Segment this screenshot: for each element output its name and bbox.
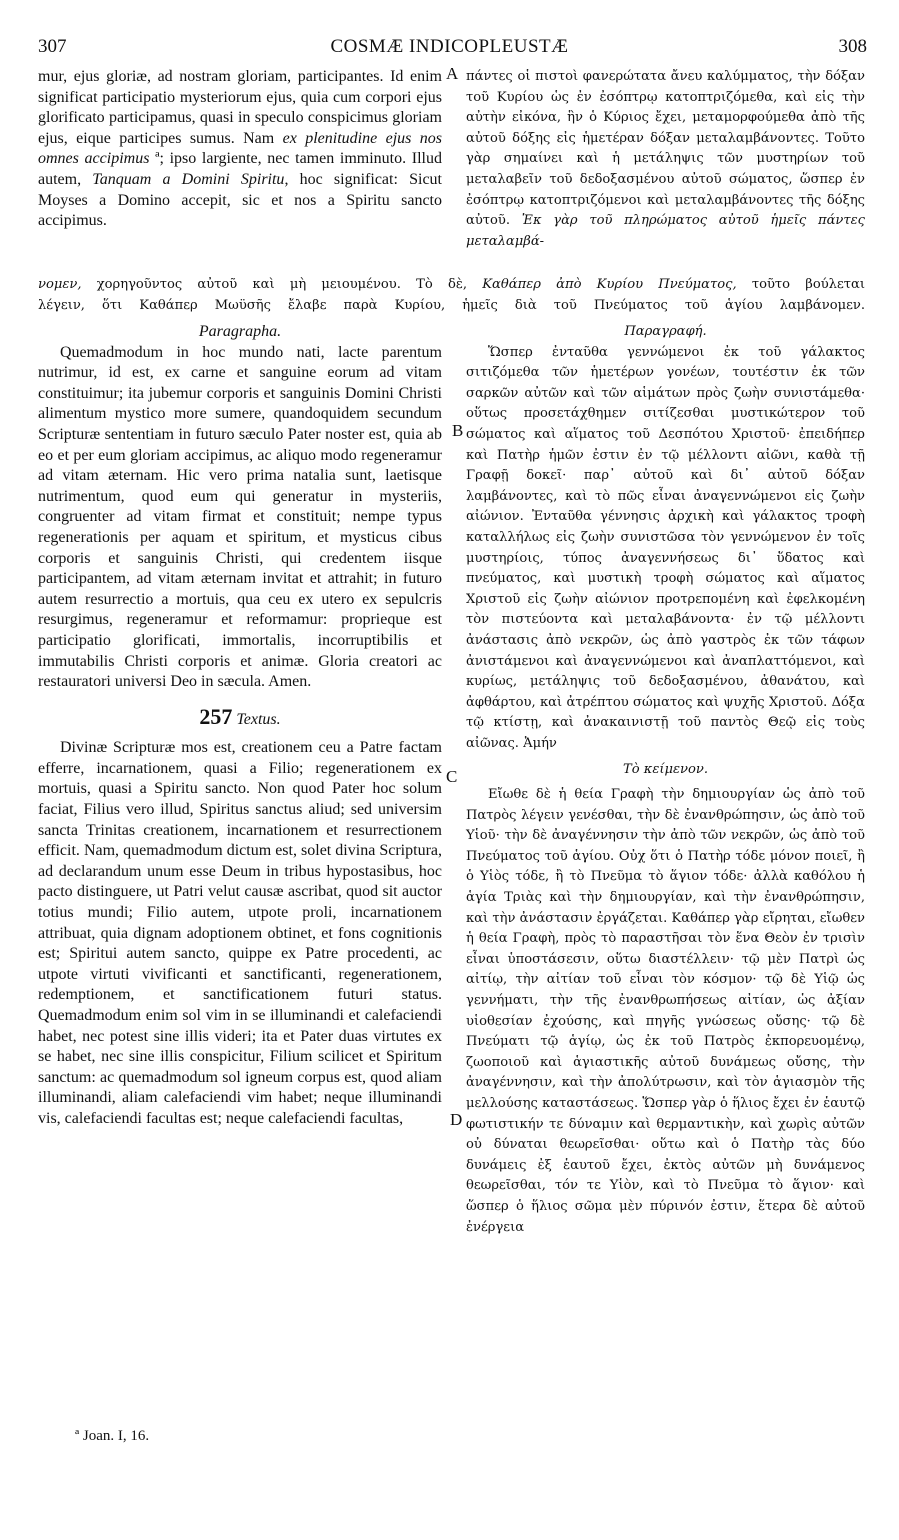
margin-letter-c: C — [446, 767, 458, 786]
text-run: ª; ipso largiente, nec tamen imminuto. Illud autem, — [38, 150, 442, 188]
text-run: χορηγοῦντος αὐτοῦ καὶ μὴ μειουμένου. Τὸ δὲ, — [81, 277, 483, 292]
quotation: Ἐκ γὰρ τοῦ πληρώματος αὐτοῦ ἡμεῖς πάντες μεταλαμβά- — [466, 213, 865, 249]
quotation: Tanquam a Domini Spiritu — [92, 170, 285, 188]
latin-column-main — [38, 322, 442, 1130]
greek-column-top — [466, 67, 865, 252]
latin-paragraph: Quemadmodum in hoc mundo nati, lacte parentum nutrimur, id est, ex carne et sanguine eorum ad vitam constituimur; ita jubemur corporis et sanguinis Domini Christi alimentum mystico more sumere, quandoquidem secundum Scripturæ sententiam in futuro sæculo Pater noster est, quia ab eo et per eum gloriam accipimus, ac aliquo modo regeneramur ad vitam æternam. Hic vero prima natalia sunt, laetisque nutrimentum, quod eum qui generatur in mysteriis, congruenter ad vitam firmat et constituit; nempe typus regenerationis per aquam et spiritum, et mysticus cibus corporis et sanguinis Christi, qui credentem iisque participantem, ad vitam æternam invitat et attrahit; in futuro autem resurrectio a mortuis, qua ceu ex utero ex sepulcris resurgimus, regeneramur et reformamur: proprieque est participatio glorificati, immortalis, incorruptibilis et immutabilis Christi corporis et animæ. Gloria creatori ac restauratori universi Deo in sæcula. Amen. — [38, 343, 442, 691]
greek-paragraph: Εἴωθε δὲ ἡ θεία Γραφὴ τὴν δημιουργίαν ὡς ἀπὸ τοῦ Πατρὸς λέγειν γενέσθαι, τὴν δὲ ἐνανθρώπησιν, ὡς ἀπὸ τοῦ Υἱοῦ· τὴν δὲ ἀναγέννησιν τὴν ἀπὸ τῶν νεκρῶν, ὡς ἀπὸ τοῦ Πνεύματος τοῦ ἁγίου. Οὐχ ὅτι ὁ Πατὴρ τόδε μόνον ποιεῖ, ἢ ὁ Υἱὸς τόδε, ἢ τὸ Πνεῦμα τὸ ἅγιον τόδε· ἀλλὰ καθόλου ἡ ἁγία Τριὰς καὶ τὴν δημιουργίαν, καὶ τὴν ἐνανθρώπησιν, καὶ τὴν ἀνάστασιν ἐργάζεται. Καθάπερ γὰρ εἴρηται, εἴωθεν ἡ θεία Γραφὴ, πρὸς τὸ παραστῆσαι τὸν ἕνα Θεὸν ἐν τρισὶν εἶναι ὑποστάσεσιν, οὕτω διαστέλλειν· τῷ μὲν Πατρὶ ὡς αἰτίῳ, τὴν αἰτίαν τοῦ εἶναι τὸν κόσμον· τῷ δὲ Υἱῷ ὡς γεννήματι, τὴν τῆς ἐνανθρωπήσεως αἰτίαν, ὡς ἀξίαν υἱοθεσίαν ἐχούσης, καὶ πηγῆς γνώσεως οὔσης· τῷ δὲ Πνεύματι τῷ ἁγίῳ, ὡς ἐκ τοῦ Πατρὸς ἐκπορευομένῳ, ζωοποιοῦ καὶ ἁγιαστικῆς αὐτοῦ δυνάμεως οὔσης, τὴν ἀναγέννησιν, καὶ τὴν ἀπολύτρωσιν, καὶ τὸν ἁγιασμὸν τῆς μελλούσης καταστάσεως. Ὥσπερ γὰρ ὁ ἥλιος ἔχει ἐν ἑαυτῷ φωτιστικήν τε δύναμιν καὶ θερμαντικὴν, καὶ χωρὶς αὐτῶν οὐ δύναται θεωρεῖσθαι· οὕτω καὶ ὁ Πατὴρ τὰς δύο δυνάμεις ἐξ ἑαυτοῦ ἔχει, ἐκτὸς αὐτῶν μὴ δυνάμενος θεωρεῖσθαι, τόν τε Υἱὸν, καὶ τὸ Πνεῦμα τὸ ἅγιον· καὶ ὥσπερ ὁ ἥλιος σῶμα μὲν πύρινόν ἐστιν, ἕτερα δὲ αὐτοῦ ἐνέργεια — [466, 787, 865, 1235]
page-number-left: 307 — [38, 36, 67, 57]
text-run: mur, ejus gloriæ, ad nostram gloriam, participantes. Id enim significat participatio mysteriorum ejus, quia cum corpori ejus glorificato participamus, quasi in speculo conspicimus gloriam ejus, eique participes sumus. Nam — [38, 68, 442, 147]
margin-letter-a: A — [446, 64, 459, 83]
running-header — [30, 36, 869, 64]
section-heading: Paragrapha. — [198, 323, 282, 340]
margin-letter-b: B — [452, 421, 464, 440]
section-heading: Τὸ κείμενον. — [622, 762, 709, 778]
footnote: ª Joan. I, 16. — [75, 1428, 150, 1444]
greek-spanning-lines — [38, 275, 865, 316]
latin-column-top — [38, 67, 442, 232]
greek-paragraph: Ὥσπερ ἐνταῦθα γεννώμενοι ἐκ τοῦ γάλακτος σιτιζόμεθα τῶν ἡμετέρων γονέων, τουτέστιν ἐκ τῶν σαρκῶν αὐτῶν καὶ τῶν αἱμάτων πρὸς ζωὴν συνιστάμεθα· οὕτως προσετάχθημεν σιτίζεσθαι μυστικώτερον τοῦ σώματος καὶ αἵματος τοῦ Δεσπότου Χριστοῦ· ἐπειδήπερ καὶ Πατὴρ ἡμῶν ἐστιν ἐν τῷ μέλλοντι αἰῶνι, καθὰ τῇ Γραφῇ δοκεῖ· παρ᾽ αὐτοῦ καὶ δι᾽ αὐτοῦ δόξαν λαμβάνοντες, καὶ τὸ πῶς εἶναι ἀναγεννώμενοι εἰς ζωὴν αἰώνιον. Ἐνταῦθα γέννησις ἀρχικὴ καὶ γάλακτος τροφὴ καταλλήλως εἰς ζωὴν συνιστῶσα τὸν γεννώμενον ἐν τοῖς μυστηρίοις, τύπος ἀναγεννήσεως δι᾽ ὕδατος καὶ πνεύματος, καὶ μυστικὴ τροφὴ σώματος καὶ αἵματος Χριστοῦ εἰς ζωὴν αἰώνιον προτρεπομένη καὶ ἐφελκομένη τὸν πιστεύοντα καὶ μεταλαβάνοντα· ἐν τῷ μέλλοντι ἀνάστασις ἀπὸ νεκρῶν, ὡς ἀπὸ γαστρὸς ἐκ τῶν τάφων ἀνιστάμενοι καὶ ἀναγεννώμενοι καὶ ἀναπλαττόμενοι, καὶ κυρίως, μετάληψις τοῦ δεδοξασμένου, ἀθανάτου, καὶ ἀφθάρτου, καὶ ἀτρέπτου σώματος καὶ ψυχῆς Χριστοῦ. Δόξα τῷ κτίστῃ, καὶ ἀνακαινιστῇ τοῦ παντὸς Θεῷ εἰς τοὺς αἰῶνας. Ἀμήν — [466, 344, 865, 751]
quotation: νομεν, — [38, 277, 82, 292]
text-run: , hoc significat: Sicut Moyses a Domino accepit, sic et nos a Spiritu sancto accipimus. — [38, 170, 443, 230]
margin-letter-d: D — [450, 1110, 463, 1129]
text-run: πάντες οἱ πιστοὶ φανερώτατα ἄνευ καλύμματος, τὴν δόξαν τοῦ Κυρίου ὡς ἐν ἐσόπτρῳ κατοπτριζόμεθα, καὶ εἰς τὴν αὐτὴν εἰκόνα, ἣν ὁ Κύριος ἔχει, μεταμορφούμεθα ἀπὸ τῆς αὐτοῦ δόξης εἰς ἡμετέραν δόξαν μεταλαμβάνοντες. Τοῦτο γὰρ σημαίνει καὶ ἡ μετάληψις τῶν μυστηρίων τοῦ μεταλαβεῖν τοῦ δεδοξασμένου αὐτοῦ σώματος, ὥσπερ ἐν ἐσόπτρῳ κατοπτριζόμενοι καὶ μεταλαμβάνοντες τῆς δόξης αὐτοῦ. — [466, 69, 865, 229]
text-run: τοῦτο βούλεται — [736, 277, 865, 292]
latin-paragraph: Divinæ Scripturæ mos est, creationem ceu a Patre factam efferre, incarnationem, quasi a Filio; regenerationem ex mortuis, quasi a Spiritu sancto. Non quod Pater hoc solum faciat, Filius vero illud, Spiritus sanctus aliud; sed universim sancta Trinitas creationem, incarnationem et resurrectionem efficit. Nam, quemadmodum dictum est, solet divina Scriptura, ad declarandum unum esse Deum in tribus hypostasibus, hoc pacto distinguere, ut Patri velut causæ ascribat, quod sit auctor totius mundi; Filio autem, utpote proli, incarnationem attribuat, quia dignam adoptionem obtinet, et fons cognitionis est; Spiritui autem sancto, quippe ex Patre procedenti, ac utpote virtuti vivificanti et sanctificanti, regenerationem, redemptionem, et sanctificationem futuri status. Quemadmodum enim sol vim in se illuminandi et calefaciendi habet, nec potest sine illis videri; ita et Pater duas virtutes ex se habet, nec sine illis conspicitur, Filium scilicet et Spiritum sanctum: ac quemadmodum sol igneum corpus est, quod aliam illuminandi, aliam calefaciendi vim habet; neque illuminandi vis, calefaciendi facultas est; neque calefaciendi facultas, — [38, 739, 442, 1127]
greek-spanning-line-2: λέγειν, ὅτι Καθάπερ Μωϋσῆς ἔλαβε παρὰ Κυρίου, ἡμεῖς διὰ τοῦ Πνεύματος τοῦ ἁγίου λαμβάνομεν. — [38, 297, 865, 313]
section-heading: Παραγραφή. — [624, 324, 707, 339]
section-number-label: Textus. — [236, 710, 281, 728]
section-number-value: 257 — [199, 703, 233, 729]
quotation: ex plenitudine ejus nos omnes accipimus — [38, 129, 442, 168]
running-title: COSMÆ INDICOPLEUSTÆ — [330, 36, 569, 57]
page-number-right: 308 — [838, 36, 867, 57]
quotation: Καθάπερ ἀπὸ Κυρίου Πνεύματος, — [482, 277, 737, 292]
section-number — [38, 703, 442, 731]
latin-paragraph — [38, 67, 442, 232]
greek-paragraph — [466, 67, 865, 252]
greek-column-main — [466, 322, 865, 1238]
greek-spanning-line-1 — [38, 275, 865, 296]
